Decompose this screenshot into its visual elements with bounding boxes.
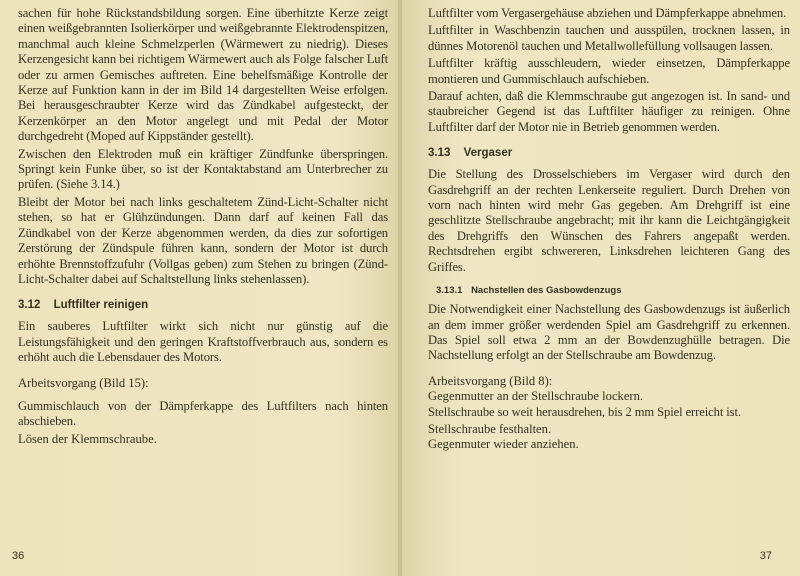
step-item: Gegenmutter an der Stellschraube lockern. [428, 389, 644, 404]
step-item: Luftfilter in Waschbenzin tauchen und ausspülen, trocknen lassen, in dünnes Motorenöl tauchen und Metallwollefüllung vollsaugen lassen. [428, 23, 790, 53]
subsection-title: Nachstellen des Gasbowdenzugs [471, 285, 622, 297]
paragraph-throttle-cable: Die Notwendigkeit einer Nachstellung des Gasbowdenzugs ist äußerlich an dem immer größer werdenden Spiel am Gasdrehgriff zu erkennen. Das Spiel soll etwa 2 mm an der Bowdenzughülle betragen. Die Nachstellung erfolgt an der Stellschraube am Bowdenzug. [428, 302, 790, 363]
paragraph-air-filter-intro: Ein sauberes Luftfilter wirkt sich nicht nur günstig auf die Leistungsfähigkeit und den geringen Kraftstoffverbrauch aus, sondern es erhöht auch die Lebensdauer des Motors. [18, 319, 388, 365]
step-item: Gummischlauch von der Dämpferkappe des Luftfilters nach hinten abschieben. [18, 398, 388, 429]
work-procedure-label: Arbeitsvorgang (Bild 8): [428, 373, 553, 388]
step-item: Lösen der Klemmschraube. [18, 431, 157, 446]
page-number: 36 [12, 550, 25, 562]
paragraph-carburetor: Die Stellung des Drosselschiebers im Vergaser wird durch den Gasdrehgriff an der rechten Lenkerseite reguliert. Durch Drehen von vorn nach hinten wird mehr Gas gegeben. Am Drehgriff ist eine geschlitzte Stellschraube angebracht; mit ihr kann die Leichtgängigkeit des Drehgriffs den Wünschen des Fahrers angepaßt werden. Rechtsdrehen ergibt schwereren, Linksdrehen leichteren Gang des Griffes. [428, 167, 790, 274]
section-number: 3.13 [428, 147, 451, 160]
subsection-heading-throttle-cable [436, 285, 790, 296]
section-title: Vergaser [463, 147, 513, 160]
step-item: Luftfilter kräftig ausschleudern, wieder einsetzen, Dämpferkappe montieren und Gummischlauch aufschieben. [428, 56, 790, 86]
step-item: Stellschraube festhalten. [428, 421, 552, 436]
page-number: 37 [759, 550, 772, 562]
section-number: 3.12 [18, 299, 41, 312]
section-title: Luftfilter reinigen [53, 299, 149, 312]
section-heading-carburetor [428, 147, 790, 159]
step-item: Stellschraube so weit herausdrehen, bis 2 mm Spiel erreicht ist. [428, 404, 741, 419]
paragraph-spark-plug-appearance: sachen für hohe Rückstandsbildung sorgen. Eine überhitzte Kerze zeigt einen weißgebrannten Isolierkörper und weißgebrannte Elektrodenspitzen, manchmal auch kleine Schmelzperlen (Wärmewert zu niedrig). Dieses Kerzengesicht kann bei richtigem Wärmewert auch als Folge falscher Luft oder zu armen Gemisches auftreten. Eine behelfsmäßige Kontrolle der Kerze auf Funktion kann in der im Bild 14 dargestellten Weise erfolgen. Bei herausgeschraubter Kerze wird das Zündkabel aufgesteckt, der Kerzenkörper an den Motor angelegt und mit Pedal der Motor durchgedreht (Moped auf Kippständer gestellt). [18, 6, 388, 144]
step-item: Luftfilter vom Vergasergehäuse abziehen und Dämpferkappe abnehmen. [428, 6, 787, 20]
paragraph-ignition-spark: Zwischen den Elektroden muß ein kräftiger Zündfunke überspringen. Springt kein Funke über, so ist der Kontaktabstand am Unterbrecher zu prüfen. (Siehe 3.14.) [18, 146, 388, 192]
right-page [400, 0, 800, 576]
section-heading-air-filter [18, 299, 388, 311]
paragraph-filter-note: Darauf achten, daß die Klemmschraube gut angezogen ist. In sand- und staubreicher Gegend ist das Luftfilter häufiger zu reinigen. Ohne Luftfilter darf der Motor nie in Betrieb genommen werden. [428, 89, 790, 134]
work-procedure-label: Arbeitsvorgang (Bild 15): [18, 375, 149, 390]
paragraph-glow-ignition: Bleibt der Motor bei nach links geschaltetem Zünd-Licht-Schalter nicht stehen, so hat er Glühzündungen. Dann darf auf keinen Fall das Zündkabel von der Kerze abgenommen werden, da dies zur sofortigen Zerstörung der Zündspule führen kann, sondern der Motor ist durch erhöhte Brennstoffzufuhr (Vollgas geben) zum Stehen zu bringen (Zünd-Licht-Schalter dabei auf Schaltstellung links stehenlassen). [18, 194, 388, 286]
step-item: Gegenmuter wieder anziehen. [428, 437, 579, 452]
book-gutter [398, 0, 402, 576]
subsection-number: 3.13.1 [436, 285, 463, 297]
